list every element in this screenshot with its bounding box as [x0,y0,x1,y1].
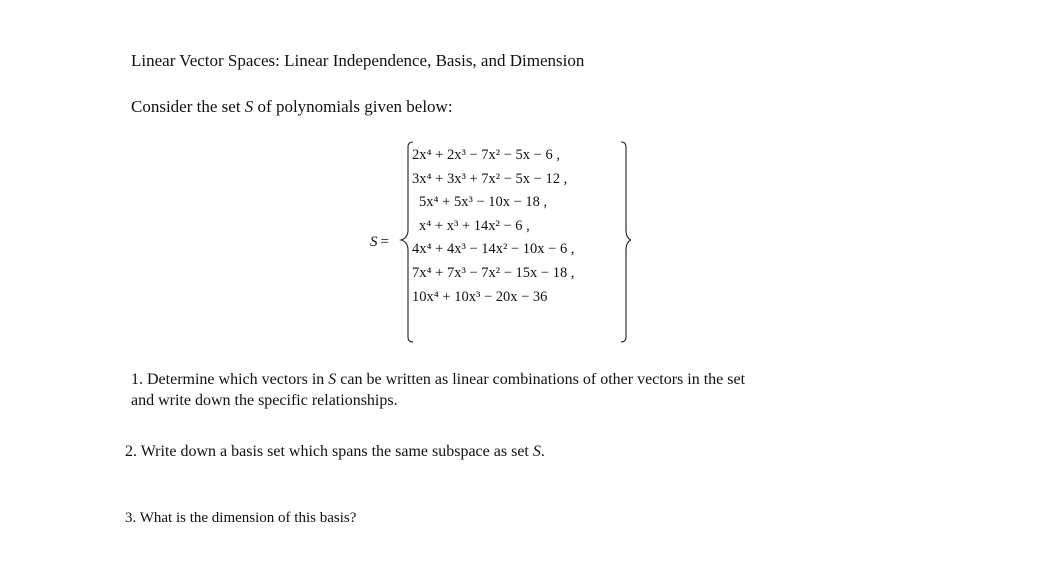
q2-set-symbol: S [532,443,541,460]
page-title: Linear Vector Spaces: Linear Independence, Basis, and Dimension [131,51,585,70]
question-3: 3. What is the dimension of this basis? [125,510,357,526]
polynomial-item: 4x⁴ + 4x³ − 14x² − 10x − 6 , [412,241,575,258]
polynomial-item: x⁴ + x³ + 14x² − 6 , [419,217,530,234]
set-symbol: S [370,234,378,250]
q2-after: . [540,443,545,460]
equals-sign: = [380,234,389,250]
polynomial-item: 3x⁴ + 3x³ + 7x² − 5x − 12 , [412,170,568,187]
question-1-line-2: and write down the specific relationships. [131,392,398,409]
intro-text [131,97,453,117]
q1-set-symbol: S [328,371,337,388]
q2-before: 2. Write down a basis set which spans the same subspace as set [125,443,533,460]
intro-after: of polynomials given below: [253,97,453,116]
question-2 [125,443,545,461]
intro-set-symbol: S [244,97,254,116]
q1-before: 1. Determine which vectors in [131,371,329,388]
question-1-line-1 [131,371,745,389]
polynomial-item: 10x⁴ + 10x³ − 20x − 36 [412,288,548,305]
set-label [370,234,389,251]
polynomial-list [412,144,632,309]
polynomial-item: 2x⁴ + 2x³ − 7x² − 5x − 6 , [412,147,560,163]
q1-after: can be written as linear combinations of other vectors in the set [336,371,746,388]
polynomial-item: 7x⁴ + 7x³ − 7x² − 15x − 18 , [412,264,575,281]
intro-before: Consider the set [131,97,245,116]
polynomial-item: 5x⁴ + 5x³ − 10x − 18 , [419,194,548,211]
